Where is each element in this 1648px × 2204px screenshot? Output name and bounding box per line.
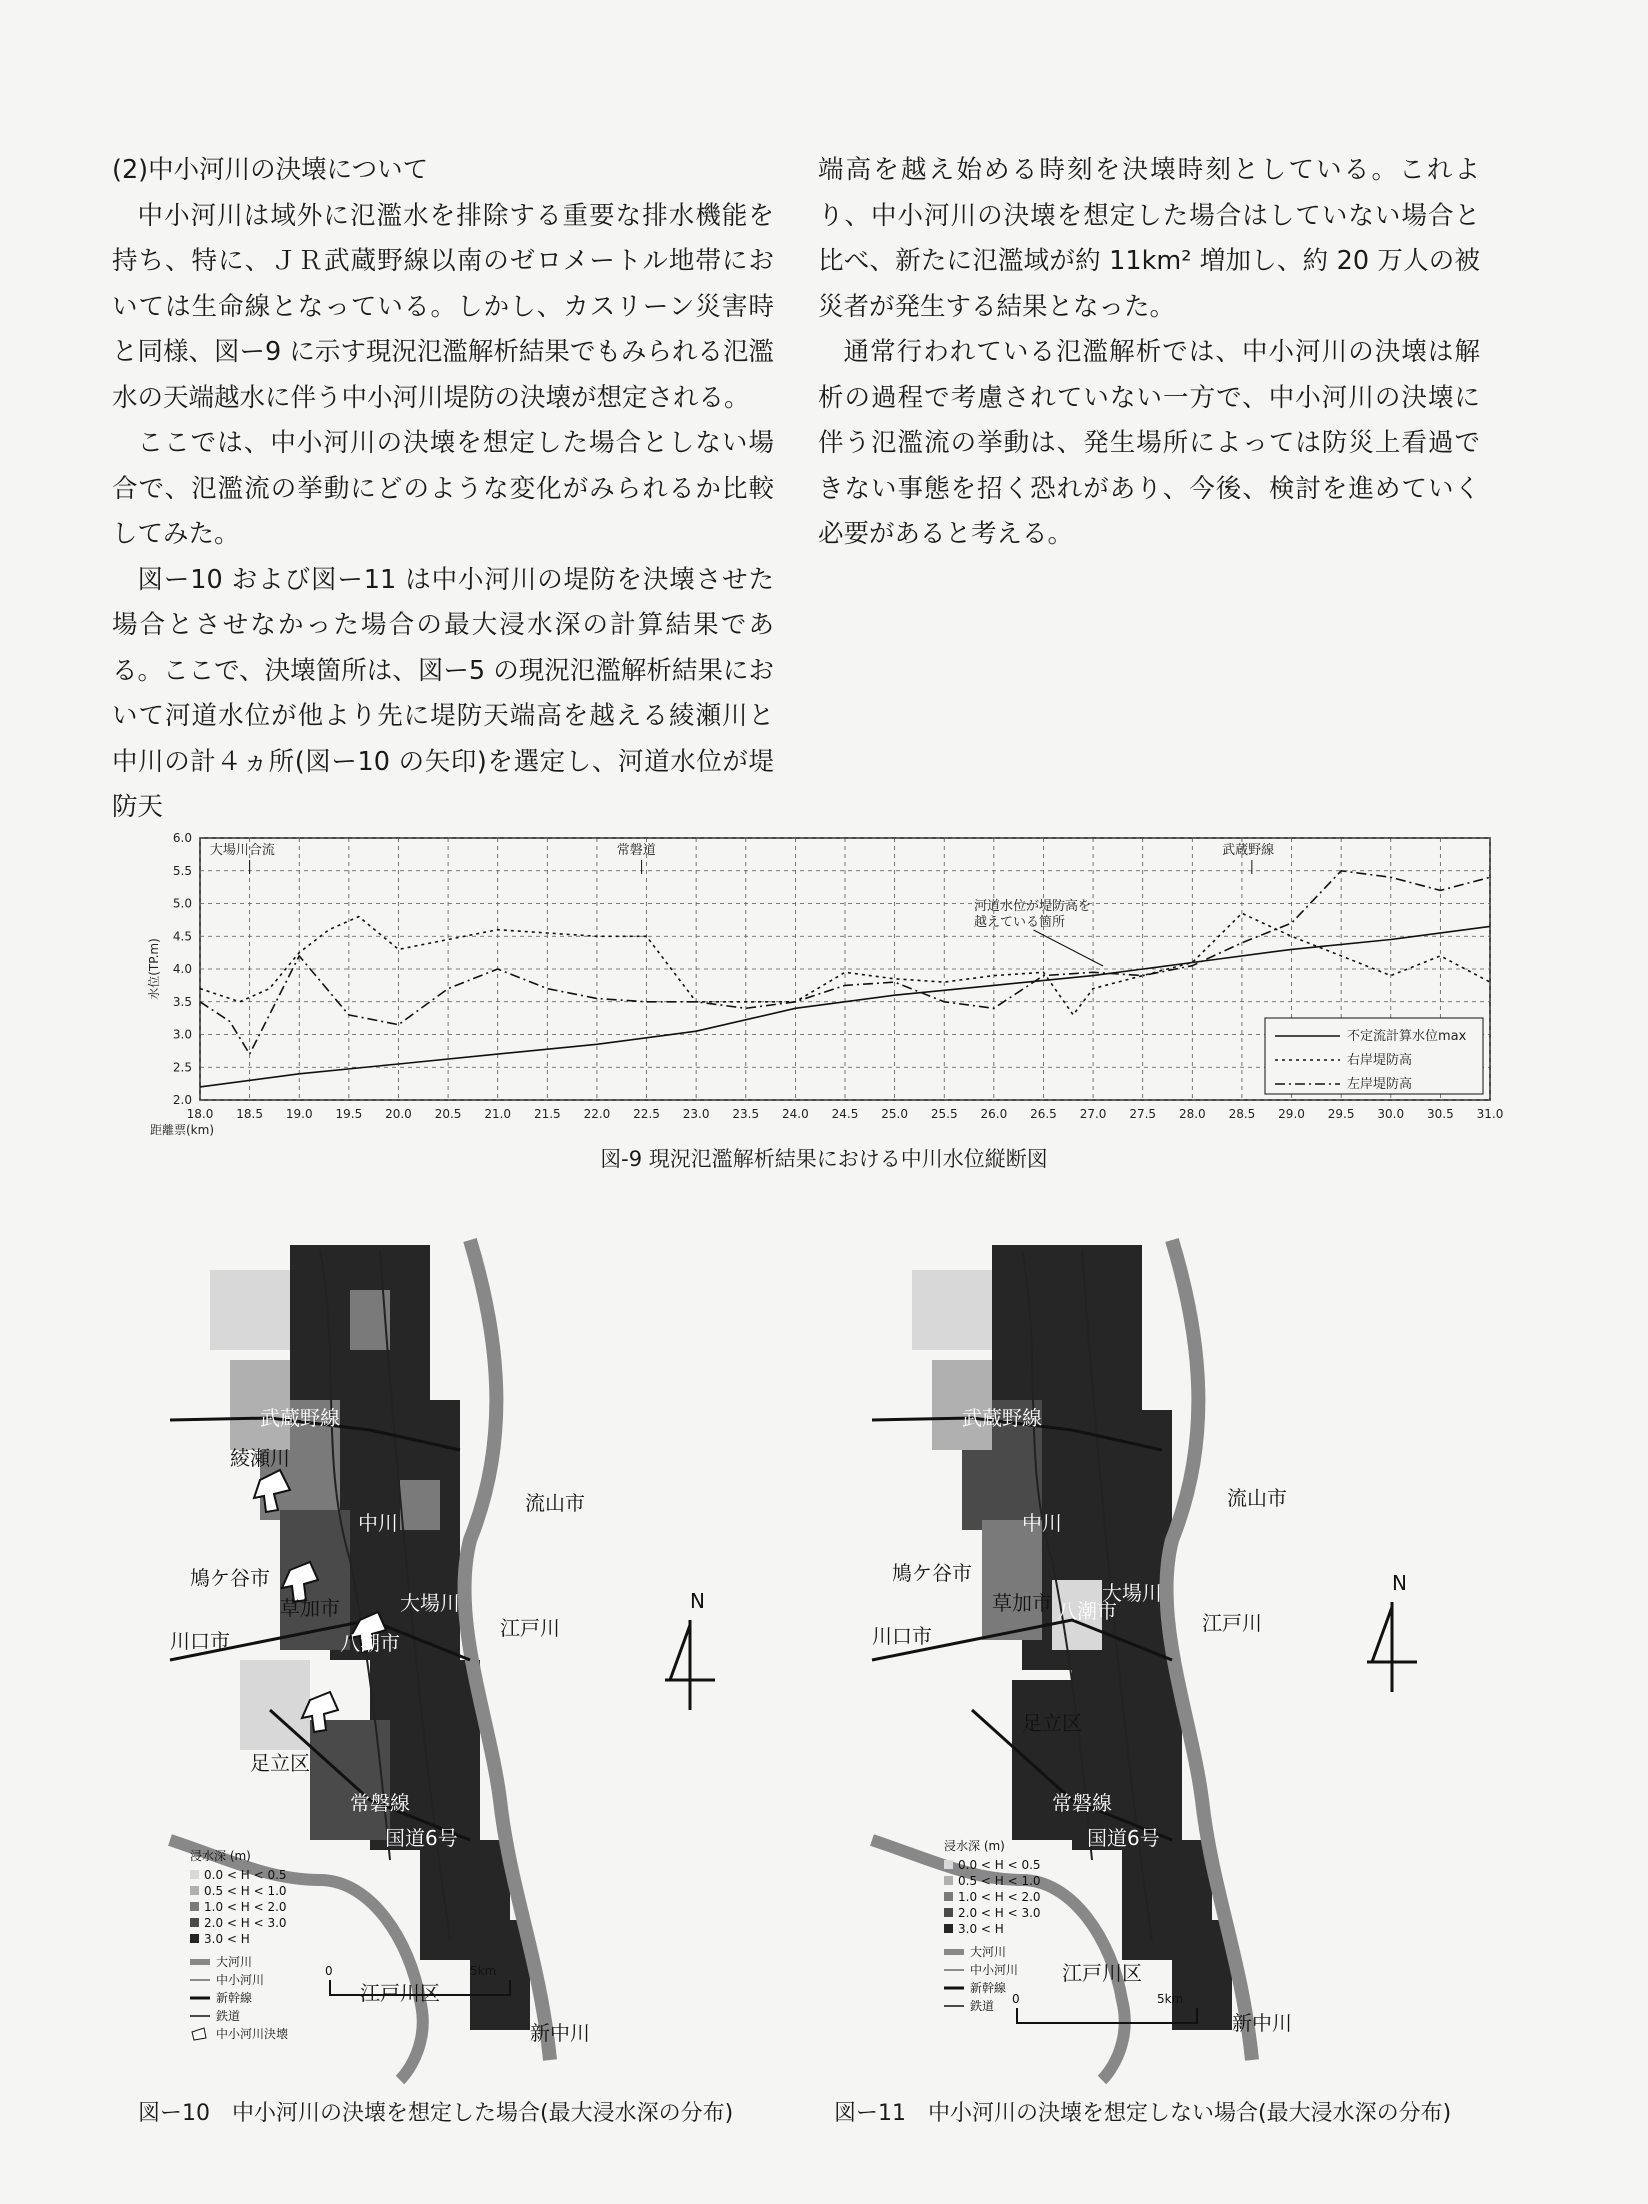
- legend-line: 鉄道: [216, 2009, 241, 2023]
- legend-title: 浸水深 (m): [944, 1839, 1005, 1853]
- label-nakagawa: 中川: [1022, 1511, 1062, 1535]
- annotation-label: 武蔵野線: [1222, 843, 1275, 858]
- y-tick-label: 4.5: [172, 929, 192, 944]
- y-tick-label: 5.0: [172, 896, 192, 911]
- legend-line: 鉄道: [970, 1999, 995, 2013]
- label-kokudo: 国道6号: [1087, 1826, 1160, 1850]
- y-tick-label: 6.0: [172, 831, 192, 845]
- legend-item: 0.5 < H < 1.0: [204, 1884, 287, 1898]
- x-tick-label: 25.5: [930, 1107, 958, 1121]
- label-yashio: 八潮市: [340, 1631, 400, 1655]
- legend: [944, 1838, 1041, 2013]
- legend-item: 3.0 < H: [958, 1922, 1004, 1936]
- label-musashino: 武蔵野線: [962, 1406, 1042, 1430]
- scale-zero: 0: [325, 1964, 333, 1978]
- north-arrow: [665, 1589, 715, 1710]
- legend-item: 2.0 < H < 3.0: [204, 1916, 287, 1930]
- x-tick-label: 21.0: [484, 1107, 512, 1121]
- legend-item: 0.0 < H < 0.5: [204, 1868, 287, 1882]
- figure11-caption: 図ー11 中小河川の決壊を想定しない場合(最大浸水深の分布): [834, 2101, 1452, 2126]
- y-tick-label: 2.5: [172, 1060, 192, 1075]
- figure11-map-svg: [872, 1240, 1432, 2080]
- right-paragraph-2: 通常行われている氾濫解析では、中小河川の決壊は解析の過程で考慮されていない一方で、中小河川の決壊に伴う氾濫流の挙動は、発生場所によっては防災上看過できない事態を招く恐れがあり、今後、検討を進めていく必要があると考える。: [818, 337, 1480, 549]
- x-tick-label: 26.5: [1030, 1107, 1057, 1121]
- x-tick-label: 19.5: [335, 1107, 363, 1121]
- x-tick-label: 27.0: [1079, 1107, 1107, 1121]
- left-paragraph-2: ここでは、中小河川の決壊を想定した場合としない場合で、氾濫流の挙動にどのような変化がみられるか比較してみた。: [112, 428, 774, 549]
- y-axis-label: 水位(TP.m): [147, 938, 161, 1000]
- label-hatogaya: 鳩ケ谷市: [190, 1566, 270, 1590]
- legend-label: 右岸堤防高: [1347, 1053, 1413, 1068]
- figure9-chart: [147, 820, 1510, 1150]
- label-shin-nakagawa: 新中川: [530, 2021, 590, 2045]
- figure11-map: [872, 1240, 1432, 2080]
- y-tick-label: 2.0: [172, 1093, 192, 1107]
- x-tick-label: 31.0: [1476, 1107, 1504, 1121]
- label-edogawa: 江戸川: [500, 1616, 560, 1640]
- x-tick-label: 30.5: [1427, 1107, 1454, 1121]
- y-tick-label: 4.0: [172, 962, 192, 976]
- annotation-arrow: [1034, 930, 1103, 966]
- legend-line: 中小河川: [970, 1963, 1019, 1977]
- legend-line: 大河川: [970, 1945, 1007, 1959]
- legend-line: 大河川: [216, 1955, 253, 1969]
- north-label: N: [690, 1589, 705, 1613]
- figure10-caption: 図ー10 中小河川の決壊を想定した場合(最大浸水深の分布): [138, 2101, 734, 2126]
- legend-line: 中小河川: [216, 1973, 265, 1987]
- label-adachi: 足立区: [1022, 1711, 1082, 1735]
- x-tick-label: 23.0: [682, 1107, 710, 1121]
- label-joban: 常磐線: [350, 1791, 410, 1815]
- legend-line: 新幹線: [216, 1991, 253, 2005]
- legend-line: 新幹線: [970, 1981, 1007, 1995]
- legend-item: 0.0 < H < 0.5: [958, 1858, 1041, 1872]
- x-tick-label: 20.5: [434, 1107, 462, 1121]
- label-nagareyama: 流山市: [1227, 1486, 1287, 1510]
- scale-bar: [1012, 1992, 1197, 2023]
- x-tick-label: 24.0: [782, 1107, 809, 1121]
- section-heading: (2)中小河川の決壊について: [112, 155, 429, 185]
- label-nagareyama: 流山市: [525, 1491, 585, 1515]
- figure9-caption: 図-9 現況氾濫解析結果における中川水位縦断図: [600, 1147, 1048, 1171]
- legend-item: 0.5 < H < 1.0: [958, 1874, 1041, 1888]
- x-tick-label: 19.0: [285, 1107, 313, 1121]
- legend-label: 左岸堤防高: [1347, 1077, 1413, 1092]
- x-tick-label: 25.0: [881, 1107, 908, 1121]
- x-tick-label: 28.0: [1178, 1107, 1206, 1121]
- right-text-column: [818, 148, 1480, 558]
- label-shin-nakagawa: 新中川: [1232, 2011, 1292, 2035]
- annotation-label: 越えている箇所: [974, 915, 1066, 930]
- y-tick-label: 5.5: [172, 863, 192, 878]
- left-text-column: [112, 148, 774, 831]
- scale-five: 5km: [1157, 1992, 1184, 2006]
- legend: [190, 1848, 288, 2041]
- x-tick-label: 22.0: [583, 1107, 611, 1121]
- legend-item: 2.0 < H < 3.0: [958, 1906, 1041, 1920]
- x-tick-label: 18.0: [186, 1107, 214, 1121]
- label-musashino: 武蔵野線: [260, 1406, 340, 1430]
- x-tick-label: 22.5: [633, 1107, 660, 1121]
- label-nakagawa: 中川: [358, 1511, 398, 1535]
- legend-item: 1.0 < H < 2.0: [204, 1900, 287, 1914]
- label-edogawa-ku: 江戸川区: [1062, 1961, 1142, 1985]
- legend-label: 不定流計算水位max: [1347, 1029, 1467, 1044]
- left-paragraph-1: 中小河川は域外に氾濫水を排除する重要な排水機能を持ち、特に、ＪＲ武蔵野線以南のゼロメートル地帯においては生命線となっている。しかし、カスリーン災害時と同様、図ー9 に示す現況氾濫解析結果でもみられる氾濫水の天端越水に伴う中小河川堤防の決壊が想定される。: [112, 200, 774, 413]
- scale-zero: 0: [1012, 1992, 1020, 2006]
- x-axis-label: 距離票(km): [150, 1123, 215, 1137]
- right-paragraph-1: 端高を越え始める時刻を決壊時刻としている。これより、中小河川の決壊を想定した場合はしていない場合と比べ、新たに氾濫域が約 11km² 増加し、約 20 万人の被災者が発生する結果となった。: [818, 155, 1480, 322]
- x-tick-label: 28.5: [1228, 1107, 1256, 1121]
- legend-line: 中小河川決壊: [216, 2027, 289, 2041]
- label-hatogaya: 鳩ケ谷市: [892, 1561, 972, 1585]
- label-adachi: 足立区: [250, 1751, 310, 1775]
- label-edogawa: 江戸川: [1202, 1611, 1262, 1635]
- x-tick-label: 23.5: [732, 1107, 760, 1121]
- figure9-svg: [147, 820, 1510, 1150]
- x-tick-label: 20.0: [385, 1107, 412, 1121]
- x-tick-label: 18.5: [236, 1107, 263, 1121]
- annotation-label: 河道水位が堤防高を: [974, 899, 1092, 914]
- left-paragraph-3: 図ー10 および図ー11 は中小河川の堤防を決壊させた場合とさせなかった場合の最大浸水深の計算結果である。ここで、決壊箇所は、図ー5 の現況氾濫解析結果において河道水位が他より先に堤防天端高を越える綾瀬川と中川の計４ヵ所(図ー10 の矢印)を選定し、河道水位が堤防天: [112, 564, 774, 822]
- x-tick-label: 26.0: [980, 1107, 1008, 1121]
- annotation-label: 大場川合流: [209, 843, 275, 858]
- x-tick-label: 27.5: [1129, 1107, 1157, 1121]
- label-kokudo: 国道6号: [385, 1826, 458, 1850]
- label-ayase: 綾瀬川: [230, 1446, 290, 1470]
- legend-title: 浸水深 (m): [190, 1849, 251, 1863]
- legend-item: 1.0 < H < 2.0: [958, 1890, 1041, 1904]
- label-kawaguchi: 川口市: [872, 1624, 932, 1648]
- label-joban: 常磐線: [1052, 1791, 1112, 1815]
- legend-item: 3.0 < H: [204, 1932, 250, 1946]
- label-soka: 草加市: [992, 1591, 1052, 1615]
- scale-five: 5km: [470, 1964, 497, 1978]
- label-edogawa-ku: 江戸川区: [360, 1981, 440, 2005]
- x-tick-label: 24.5: [831, 1107, 859, 1121]
- figure10-map: [170, 1240, 730, 2080]
- north-label: N: [1392, 1571, 1407, 1595]
- y-tick-label: 3.0: [172, 1027, 192, 1042]
- x-tick-label: 30.0: [1377, 1107, 1405, 1121]
- x-tick-label: 29.0: [1278, 1107, 1305, 1121]
- label-soka: 草加市: [280, 1596, 340, 1620]
- label-oba: 大場川: [1102, 1581, 1162, 1605]
- x-tick-label: 29.5: [1327, 1107, 1355, 1121]
- label-oba: 大場川: [400, 1591, 460, 1615]
- figure10-map-svg: [170, 1240, 730, 2080]
- label-yashio: 八潮市: [1057, 1599, 1117, 1623]
- y-tick-label: 3.5: [172, 994, 192, 1009]
- north-arrow: [1367, 1571, 1417, 1692]
- label-kawaguchi: 川口市: [170, 1629, 230, 1653]
- x-tick-label: 21.5: [533, 1107, 561, 1121]
- annotation-label: 常磐道: [616, 843, 656, 858]
